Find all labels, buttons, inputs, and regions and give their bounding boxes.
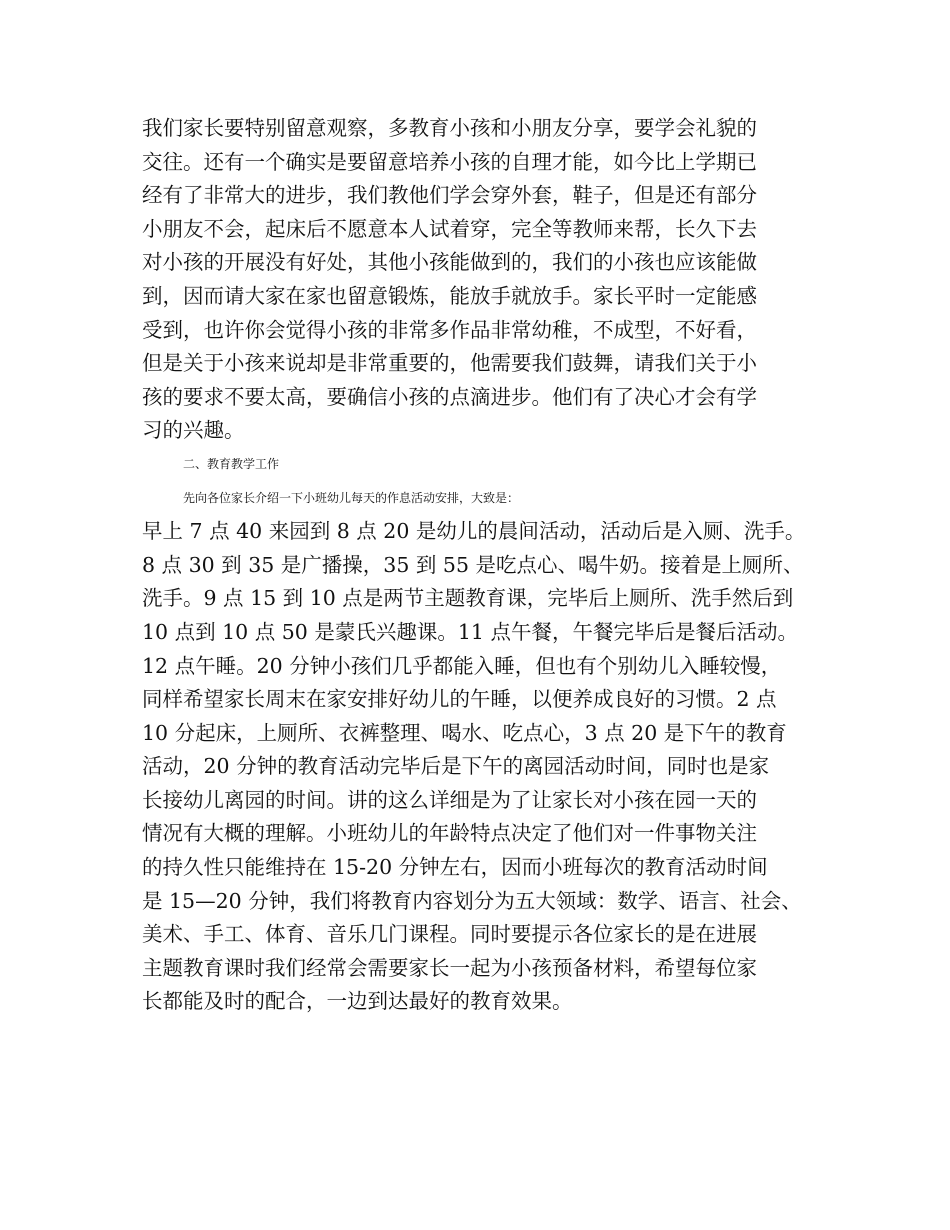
text-line: 10 点到 10 点 50 是蒙氏兴趣课。11 点午餐，午餐完毕后是餐后活动。	[142, 619, 798, 644]
text-line: 8 点 30 到 35 是广播操，35 到 55 是吃点心、喝牛奶。接着是上厕所、	[142, 552, 804, 577]
text-line: 先向各位家长介绍一下小班幼儿每天的作息活动安排，大致是：	[183, 490, 520, 505]
text-line: 12 点午睡。20 分钟小孩们几乎都能入睡，但也有个别幼儿入睡较慢，	[142, 653, 782, 678]
text-line: 是 15—20 分钟，我们将教育内容划分为五大领域：数学、语言、社会、	[142, 888, 802, 913]
text-line: 习的兴趣。	[142, 418, 245, 443]
text-line: 活动，20 分钟的教育活动完毕后是下午的离园活动时间，同时也是家	[142, 754, 770, 779]
text-line: 长接幼儿离园的时间。讲的这么详细是为了让家长对小孩在园一天的	[142, 787, 757, 812]
text-line: 10 分起床，上厕所、衣裤整理、喝水、吃点心，3 点 20 是下午的教育	[142, 720, 787, 745]
text-line: 主题教育课时我们经常会需要家长一起为小孩预备材料，希望每位家	[142, 955, 757, 980]
text-line: 受到，也许你会觉得小孩的非常多作品非常幼稚，不成型，不好看，	[142, 317, 757, 342]
text-line: 情况有大概的理解。小班幼儿的年龄特点决定了他们对一件事物关注	[142, 821, 757, 846]
text-line: 小朋友不会，起床后不愿意本人试着穿，完全等教师来帮，长久下去	[142, 216, 757, 241]
text-line: 早上 7 点 40 来园到 8 点 20 是幼儿的晨间活动，活动后是入厕、洗手。	[142, 519, 806, 544]
text-line: 孩的要求不要太高，要确信小孩的点滴进步。他们有了决心才会有学	[142, 384, 757, 409]
text-line: 的持久性只能维持在 15-20 分钟左右，因而小班每次的教育活动时间	[142, 855, 768, 880]
text-line: 经有了非常大的进步，我们教他们学会穿外套，鞋子，但是还有部分	[142, 183, 757, 208]
text-line: 同样希望家长周末在家安排好幼儿的午睡，以便养成良好的习惯。2 点	[142, 687, 777, 712]
text-line: 我们家长要特别留意观察，多教育小孩和小朋友分享，要学会礼貌的	[142, 116, 757, 140]
text-line: 对小孩的开展没有好处，其他小孩能做到的，我们的小孩也应该能做	[142, 250, 757, 275]
text-line: 长都能及时的配合，一边到达最好的教育效果。	[142, 989, 573, 1014]
document-page	[142, 112, 830, 1019]
text-line: 洗手。9 点 15 到 10 点是两节主题教育课，完毕后上厕所、洗手然后到	[142, 586, 794, 611]
text-line: 交往。还有一个确实是要留意培养小孩的自理才能，如今比上学期已	[142, 149, 757, 174]
text-line: 美术、手工、体育、音乐几门课程。同时要提示各位家长的是在进展	[142, 922, 757, 947]
section-heading: 二、教育教学工作	[183, 456, 280, 471]
document-body	[142, 112, 830, 1019]
text-line: 到，因而请大家在家也留意锻炼，能放手就放手。家长平时一定能感	[142, 283, 757, 308]
text-line: 但是关于小孩来说却是非常重要的，他需要我们鼓舞，请我们关于小	[142, 351, 757, 376]
